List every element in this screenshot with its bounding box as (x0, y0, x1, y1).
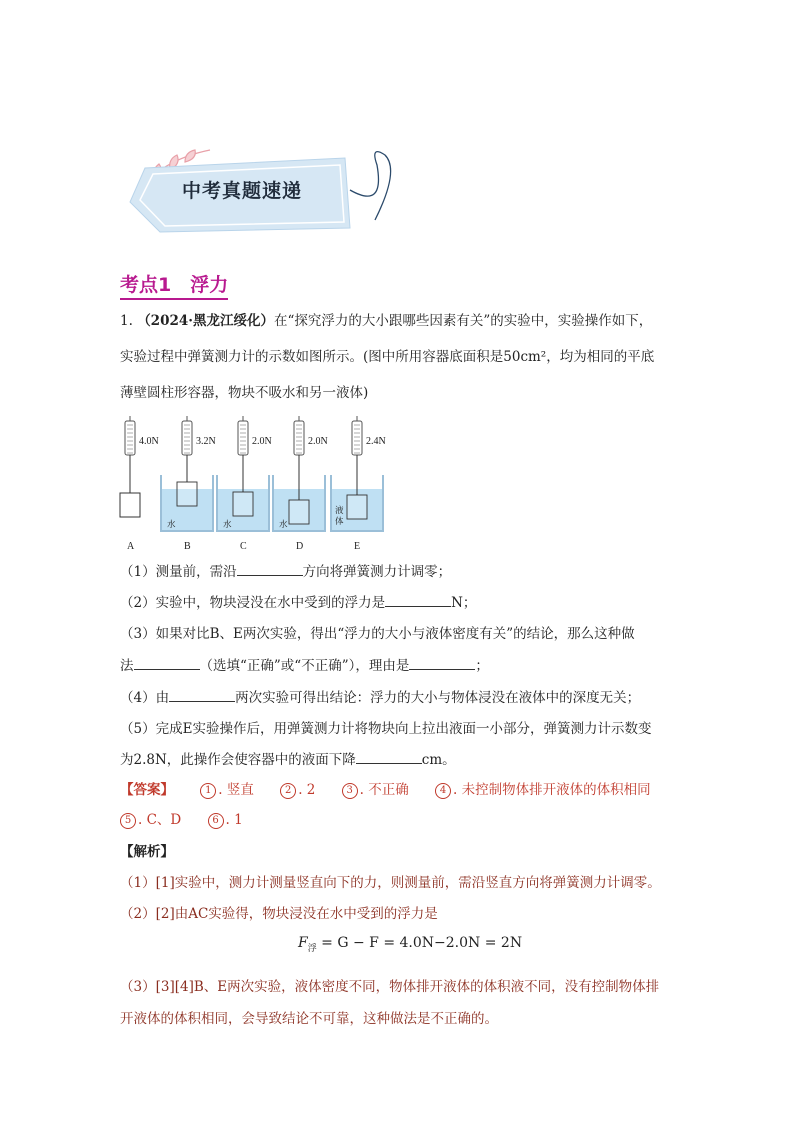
section-title: 考点1 浮力 (120, 270, 228, 300)
sub-question-3-line-2: 法 （选填“正确”或“不正确”），理由是 ； (120, 658, 489, 674)
answer-blank (385, 593, 451, 607)
liquid-label: 水 (223, 520, 232, 530)
reading-label: 2.0N (308, 436, 328, 447)
setup-label: B (184, 541, 191, 552)
setup-label: E (354, 541, 361, 552)
block (233, 492, 253, 516)
answer-item: 1 . 竖直 (200, 782, 254, 798)
sub-question-5-line-2: 为2.8N，此操作会使容器中的液面下降 cm。 (120, 752, 456, 768)
answer-label: 【答案】 (120, 782, 174, 798)
answer-line-1 (120, 780, 680, 800)
answer-item: 2 . 2 (280, 782, 315, 798)
spring-scale-icon (238, 421, 248, 455)
analysis-label: 【解析】 (120, 844, 174, 860)
reading-label: 2.4N (366, 436, 386, 447)
liquid-label: 液 (335, 506, 344, 516)
answer-item: 5 . C、D (120, 812, 181, 828)
analysis-paragraph-2: （2）[2]由AC实验得，物块浸没在水中受到的浮力是 (120, 906, 438, 922)
answer-item: 6 . 1 (208, 812, 243, 828)
spring-scale-icon (182, 421, 192, 455)
sub-question-5-line-1: （5）完成E实验操作后，用弹簧测力计将物块向上拉出液面一小部分，弹簧测力计示数变 (120, 721, 652, 737)
block (289, 500, 309, 524)
answer-line-2 (120, 810, 680, 830)
question-source: （2024·黑龙江绥化） (137, 313, 274, 329)
liquid-label: 体 (335, 517, 344, 527)
spring-scale-icon (294, 421, 304, 455)
sub-question-3-line-1: （3）如果对比B、E两次实验，得出“浮力的大小与液体密度有关”的结论，那么这种做 (120, 626, 635, 642)
answer-blank (169, 688, 235, 702)
answer-blank (237, 562, 303, 576)
string-icon (350, 152, 391, 220)
experiment-figure (115, 415, 415, 555)
sub-question-4: （4）由 两次实验可得出结论：浮力的大小与物体浸没在液体中的深度无关； (120, 690, 641, 706)
spring-scale-icon (352, 421, 362, 455)
buoyancy-formula: $F_浮 = G - F = 4.0N-2.0N = 2N$ (298, 935, 523, 954)
answer-item: 3 . 不正确 (342, 782, 409, 798)
question-line-2: 实验过程中弹簧测力计的示数如图所示。(图中所用容器底面积是50cm²，均为相同的平底 (120, 349, 655, 365)
analysis-paragraph-3-line-2: 开液体的体积相同，会导致结论不可靠，这种做法是不正确的。 (120, 1011, 498, 1027)
answer-blank (356, 750, 422, 764)
reading-label: 3.2N (196, 436, 216, 447)
answer-blank (409, 656, 475, 670)
setup-label: D (296, 541, 304, 552)
spring-scale-icon (125, 421, 135, 455)
analysis-paragraph-3-line-1: （3）[3][4]B、E两次实验，液体密度不同，物体排开液体的体积液不同，没有控制物体排 (120, 979, 660, 995)
reading-label: 4.0N (139, 436, 159, 447)
reading-label: 2.0N (252, 436, 272, 447)
setup-label: A (127, 541, 135, 552)
banner-title: 中考真题速递 (182, 180, 303, 202)
setup-label: C (240, 541, 247, 552)
block (177, 482, 197, 506)
answer-item: 4 . 未控制物体排开液体的体积相同 (435, 782, 651, 798)
block (120, 493, 140, 517)
sub-question-1: （1）测量前，需沿 方向将弹簧测力计调零； (120, 564, 452, 580)
liquid-label: 水 (167, 520, 176, 530)
question-number: 1. (120, 313, 133, 329)
analysis-paragraph-1: （1）[1]实验中，测力计测量竖直向下的力，则测量前，需沿竖直方向将弹簧测力计调零。 (120, 875, 661, 891)
question-line-1: 1. （2024·黑龙江绥化）在“探究浮力的大小跟哪些因素有关”的实验中，实验操作如下， (120, 313, 653, 329)
answer-blank (134, 656, 200, 670)
liquid-label: 水 (279, 520, 288, 530)
sub-question-2: （2）实验中，物块浸没在水中受到的浮力是 N； (120, 595, 477, 611)
question-line-3: 薄壁圆柱形容器，物块不吸水和另一液体) (120, 385, 369, 401)
block (347, 495, 367, 519)
